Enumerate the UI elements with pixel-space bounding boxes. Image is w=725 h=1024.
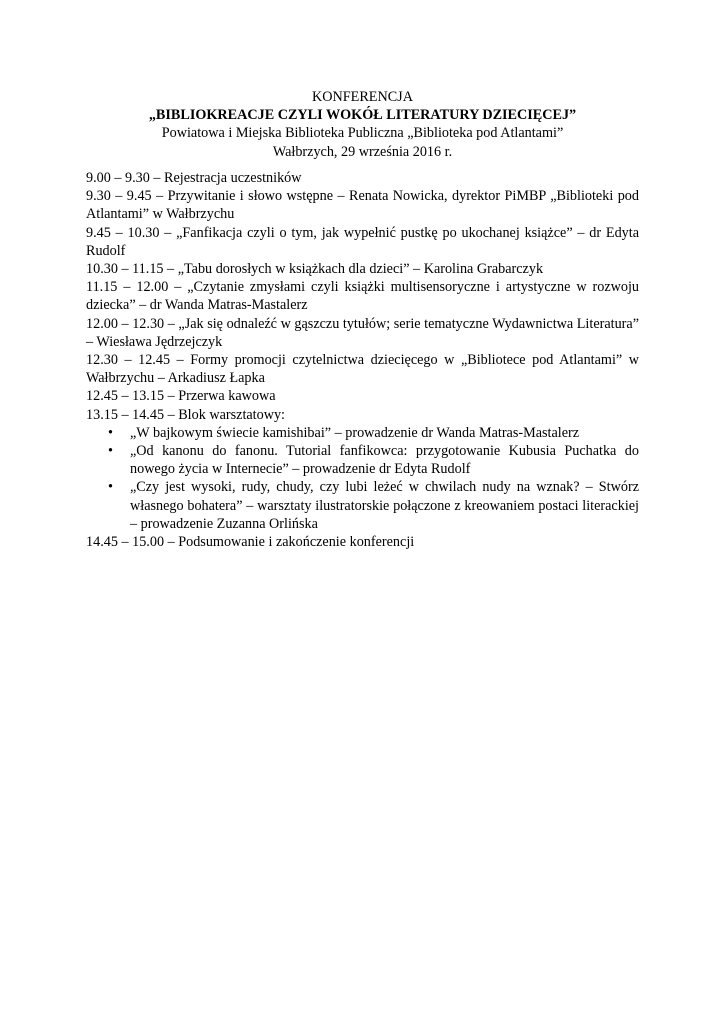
conference-title: „BIBLIOKREACJE CZYLI WOKÓŁ LITERATURY DZIECIĘCEJ” — [148, 107, 577, 124]
workshop-item-text: „Czy jest wysoki, rudy, chudy, czy lubi leżeć w chwilach nudy na wznak? – Stwórz własnego bohatera” – warsztaty ilustratorskie połączone z kreowaniem postaci literackiej – prowadzenie Zuzanna Orlińska — [130, 479, 639, 532]
workshop-item — [86, 442, 639, 478]
workshop-item-text: „Od kanonu do fanonu. Tutorial fanfikowca: przygotowanie Kubusia Puchatka do nowego życia w Internecie” – prowadzenie dr Edyta Rudolf — [130, 443, 639, 478]
workshop-item — [86, 424, 639, 442]
agenda — [86, 169, 639, 551]
agenda-item: 9.30 – 9.45 – Przywitanie i słowo wstępne – Renata Nowicka, dyrektor PiMBP „Biblioteki pod Atlantami” w Wałbrzychu — [86, 188, 639, 223]
workshop-list — [86, 424, 639, 533]
bullet-icon: • — [108, 479, 113, 496]
date-line: Wałbrzych, 29 września 2016 r. — [272, 143, 453, 160]
agenda-item: 12.30 – 12.45 – Formy promocji czytelnictwa dziecięcego w „Bibliotece pod Atlantami” w Wałbrzychu – Arkadiusz Łapka — [86, 352, 639, 387]
agenda-item: 9.45 – 10.30 – „Fanfikacja czyli o tym, jak wypełnić pustkę po ukochanej książce” – dr Edyta Rudolf — [86, 224, 639, 259]
organizer-line: Powiatowa i Miejska Biblioteka Publiczna „Biblioteka pod Atlantami” — [161, 125, 564, 142]
agenda-item: 11.15 – 12.00 – „Czytanie zmysłami czyli książki multisensoryczne i artystyczne w rozwoju dziecka” – dr Wanda Matras-Mastalerz — [86, 279, 639, 314]
document-header — [86, 88, 639, 161]
agenda-item: 13.15 – 14.45 – Blok warsztatowy: — [86, 406, 285, 423]
agenda-item: 12.45 – 13.15 – Przerwa kawowa — [86, 388, 276, 405]
conference-label: KONFERENCJA — [312, 89, 413, 105]
workshop-item — [86, 478, 639, 533]
agenda-item: 10.30 – 11.15 – „Tabu dorosłych w książkach dla dzieci” – Karolina Grabarczyk — [86, 261, 544, 278]
bullet-icon: • — [108, 443, 113, 460]
agenda-item: 12.00 – 12.30 – „Jak się odnaleźć w gąszczu tytułów; serie tematyczne Wydawnictwa Literatura” – Wiesława Jędrzejczyk — [86, 315, 639, 350]
agenda-item-closing: 14.45 – 15.00 – Podsumowanie i zakończenie konferencji — [86, 534, 415, 551]
agenda-item: 9.00 – 9.30 – Rejestracja uczestników — [86, 170, 302, 186]
workshop-item-text: „W bajkowym świecie kamishibai” – prowadzenie dr Wanda Matras-Mastalerz — [130, 424, 580, 441]
bullet-icon: • — [108, 424, 113, 441]
